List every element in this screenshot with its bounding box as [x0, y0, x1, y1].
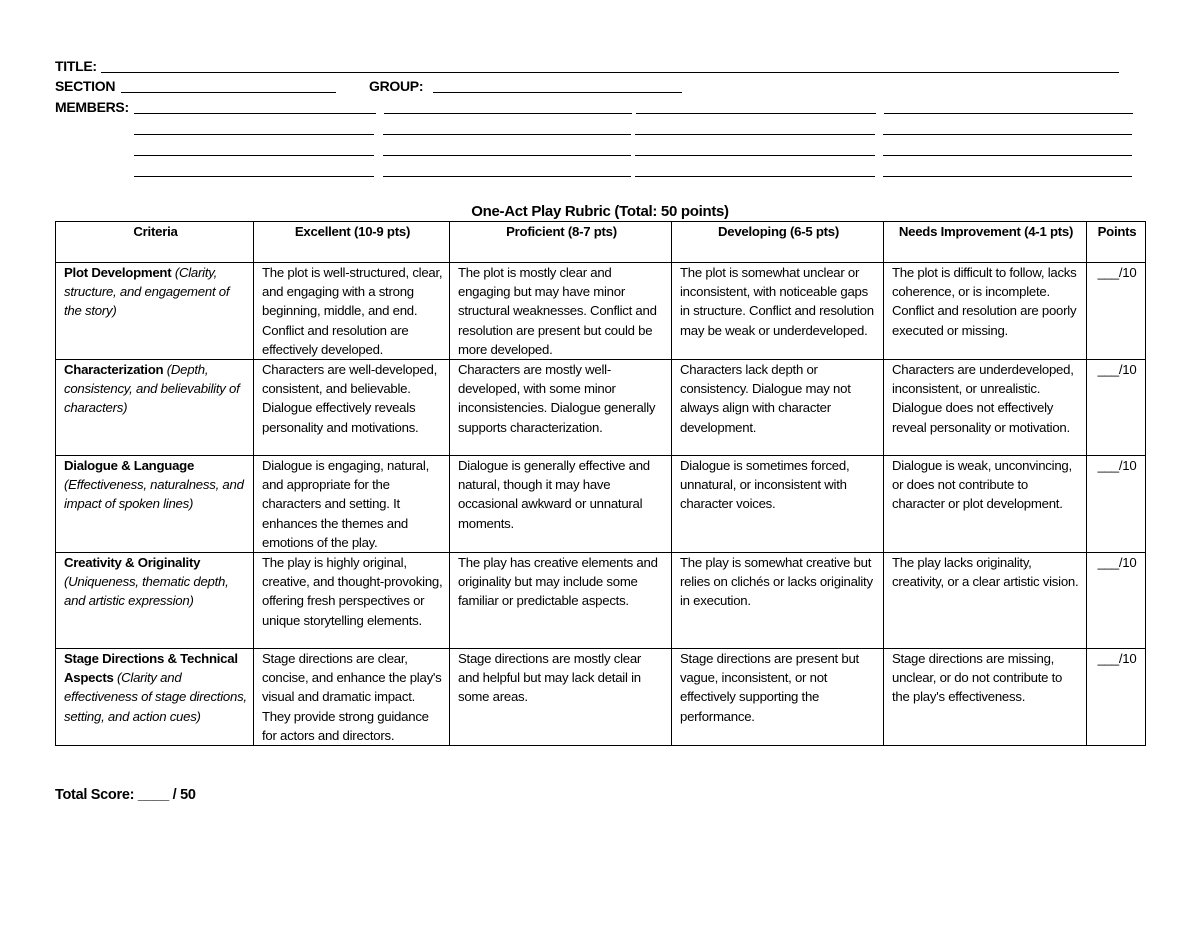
points-cell: ___/10: [1087, 360, 1146, 456]
proficient-cell: The play has creative elements and originality but may include some familiar or predictable aspects.: [450, 553, 672, 649]
excellent-cell: Dialogue is engaging, natural, and appropriate for the characters and setting. It enhances the themes and emotions of the play.: [254, 456, 450, 553]
table-row: [56, 456, 1146, 553]
proficient-cell: Characters are mostly well-developed, with some minor inconsistencies. Dialogue generally supports characterization.: [450, 360, 672, 456]
criteria-name: Dialogue & Language: [64, 458, 195, 474]
table-row: [56, 360, 1146, 456]
column-header: Points: [1087, 222, 1146, 263]
total-score: Total Score: ____ / 50: [55, 787, 196, 803]
member-line: [884, 113, 1133, 114]
developing-cell: Characters lack depth or consistency. Dialogue may not always align with character development.: [672, 360, 884, 456]
criteria-cell: [56, 263, 254, 360]
criteria-name: Characterization: [64, 362, 164, 378]
needs-improvement-cell: Stage directions are missing, unclear, or do not contribute to the play's effectiveness.: [884, 649, 1087, 746]
column-header: Excellent (10-9 pts): [254, 222, 450, 263]
points-cell: ___/10: [1087, 263, 1146, 360]
member-line: [635, 155, 875, 156]
developing-cell: The plot is somewhat unclear or inconsistent, with noticeable gaps in structure. Conflict and resolution may be weak or underdeveloped.: [672, 263, 884, 360]
criteria-description: (Uniqueness, thematic depth, and artistic expression): [64, 574, 229, 609]
proficient-cell: Dialogue is generally effective and natural, though it may have occasional awkward or unnatural moments.: [450, 456, 672, 553]
table-row: [56, 553, 1146, 649]
rubric-title: One-Act Play Rubric (Total: 50 points): [471, 203, 729, 220]
member-line: [636, 113, 876, 114]
member-line: [383, 134, 631, 135]
excellent-cell: Stage directions are clear, concise, and enhance the play's visual and dramatic impact. They provide strong guidance for actors and directors.: [254, 649, 450, 746]
member-line: [134, 176, 374, 177]
member-line: [134, 155, 374, 156]
points-cell: ___/10: [1087, 649, 1146, 746]
member-line: [883, 134, 1132, 135]
column-header: Criteria: [56, 222, 254, 263]
criteria-cell: [56, 360, 254, 456]
needs-improvement-cell: The play lacks originality, creativity, or a clear artistic vision.: [884, 553, 1087, 649]
criteria-cell: [56, 649, 254, 746]
table-row: [56, 263, 1146, 360]
member-line: [383, 176, 631, 177]
column-header: Needs Improvement (4-1 pts): [884, 222, 1087, 263]
developing-cell: Stage directions are present but vague, inconsistent, or not effectively supporting the performance.: [672, 649, 884, 746]
criteria-description: (Clarity, structure, and engagement of the story): [64, 265, 230, 319]
proficient-cell: Stage directions are mostly clear and helpful but may lack detail in some areas.: [450, 649, 672, 746]
title-line: [101, 72, 1119, 73]
points-cell: ___/10: [1087, 456, 1146, 553]
criteria-name: Plot Development: [64, 265, 172, 280]
group-line: [433, 92, 682, 93]
member-line: [383, 155, 631, 156]
table-row: [56, 649, 1146, 746]
member-line: [134, 113, 376, 114]
needs-improvement-cell: Dialogue is weak, unconvincing, or does not contribute to character or plot development.: [884, 456, 1087, 553]
member-line: [384, 113, 632, 114]
criteria-name: Creativity & Originality: [64, 555, 201, 571]
developing-cell: Dialogue is sometimes forced, unnatural, or inconsistent with character voices.: [672, 456, 884, 553]
needs-improvement-cell: The plot is difficult to follow, lacks coherence, or is incomplete. Conflict and resolution are poorly executed or missing.: [884, 263, 1087, 360]
proficient-cell: The plot is mostly clear and engaging but may have minor structural weaknesses. Conflict and resolution are present but could be more developed.: [450, 263, 672, 360]
developing-cell: The play is somewhat creative but relies on clichés or lacks originality in execution.: [672, 553, 884, 649]
member-line: [883, 176, 1132, 177]
column-header: Developing (6-5 pts): [672, 222, 884, 263]
section-line: [121, 92, 336, 93]
rubric-table: [55, 221, 1146, 746]
criteria-name: Stage Directions & Technical Aspects: [64, 651, 238, 686]
member-line: [635, 134, 875, 135]
members-label: MEMBERS:: [55, 99, 129, 115]
criteria-description: (Clarity and effectiveness of stage directions, setting, and action cues): [64, 670, 247, 724]
group-label: GROUP:: [369, 78, 424, 94]
member-line: [883, 155, 1132, 156]
points-cell: ___/10: [1087, 553, 1146, 649]
title-label: TITLE:: [55, 58, 97, 74]
excellent-cell: The play is highly original, creative, and thought-provoking, offering fresh perspectives or unique storytelling elements.: [254, 553, 450, 649]
needs-improvement-cell: Characters are underdeveloped, inconsistent, or unrealistic. Dialogue does not effectively reveal personality or motivation.: [884, 360, 1087, 456]
criteria-cell: [56, 456, 254, 553]
section-label: SECTION: [55, 78, 116, 94]
excellent-cell: Characters are well-developed, consistent, and believable. Dialogue effectively reveals personality and motivations.: [254, 360, 450, 456]
table-header-row: [56, 222, 1146, 263]
criteria-description: (Depth, consistency, and believability of characters): [64, 362, 240, 416]
excellent-cell: The plot is well-structured, clear, and engaging with a strong beginning, middle, and end. Conflict and resolution are effectively developed.: [254, 263, 450, 360]
criteria-description: (Effectiveness, naturalness, and impact of spoken lines): [64, 477, 244, 512]
member-line: [134, 134, 374, 135]
column-header: Proficient (8-7 pts): [450, 222, 672, 263]
member-line: [635, 176, 875, 177]
criteria-cell: [56, 553, 254, 649]
